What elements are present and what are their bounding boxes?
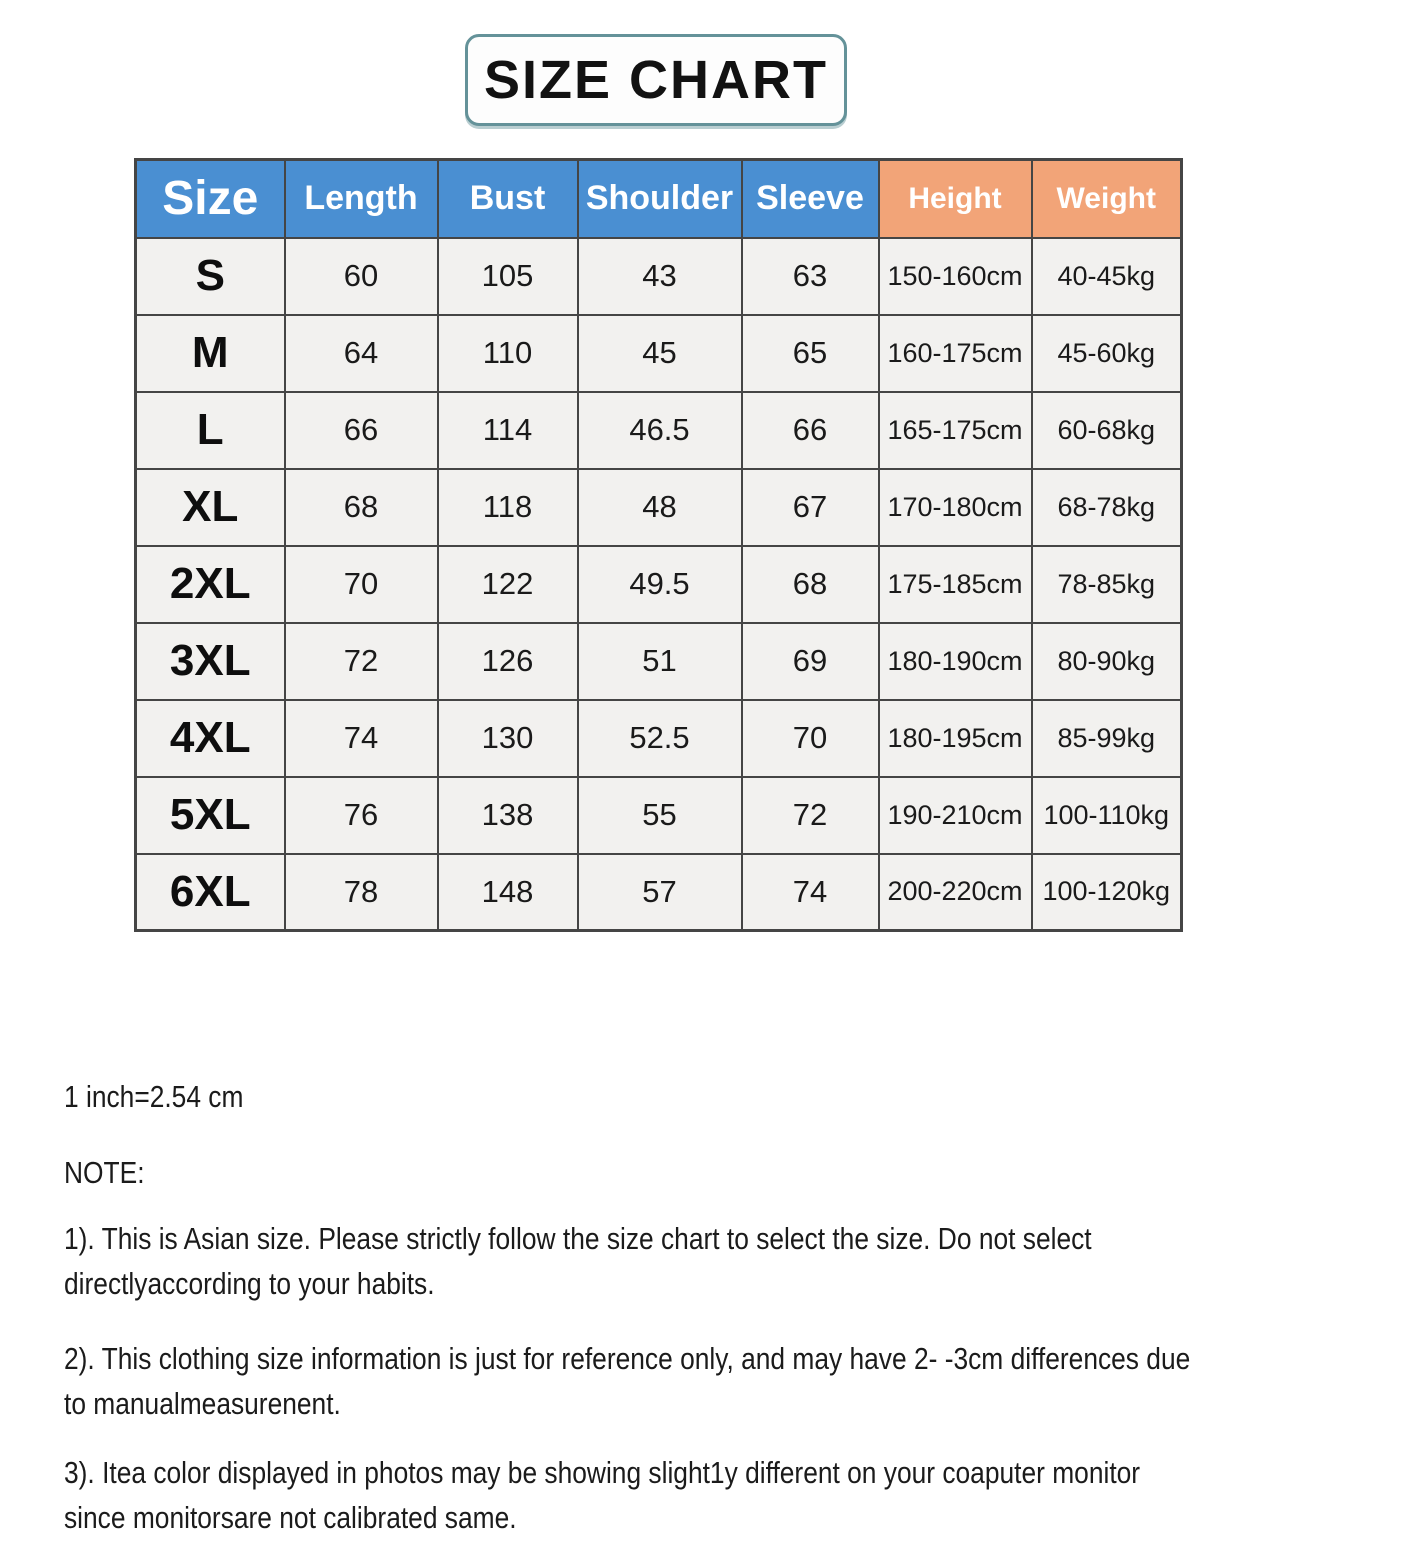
column-header-bust: Bust [438, 160, 578, 238]
table-row [136, 392, 1182, 469]
length-cell: 66 [285, 392, 438, 469]
bust-cell: 110 [438, 315, 578, 392]
shoulder-cell: 45 [578, 315, 742, 392]
height-cell: 170-180cm [879, 469, 1032, 546]
note-line: directlyaccording to your habits. [64, 1266, 435, 1301]
bust-cell: 148 [438, 854, 578, 931]
shoulder-cell: 48 [578, 469, 742, 546]
weight-cell: 45-60kg [1032, 315, 1182, 392]
height-cell: 165-175cm [879, 392, 1032, 469]
sleeve-cell: 74 [742, 854, 879, 931]
shoulder-cell: 46.5 [578, 392, 742, 469]
sleeve-cell: 70 [742, 700, 879, 777]
length-cell: 68 [285, 469, 438, 546]
height-cell: 160-175cm [879, 315, 1032, 392]
weight-cell: 80-90kg [1032, 623, 1182, 700]
shoulder-cell: 43 [578, 238, 742, 315]
sleeve-cell: 69 [742, 623, 879, 700]
table-row [136, 315, 1182, 392]
note-line: 2). This clothing size information is just for reference only, and may have 2- -3cm differences due [64, 1341, 1191, 1376]
table-row [136, 623, 1182, 700]
note-paragraph-1 [64, 1216, 1092, 1306]
height-cell: 200-220cm [879, 854, 1032, 931]
note-line: since monitorsare not calibrated same. [64, 1500, 517, 1535]
length-cell: 70 [285, 546, 438, 623]
note-paragraph-2 [64, 1336, 1190, 1426]
table-row [136, 546, 1182, 623]
shoulder-cell: 52.5 [578, 700, 742, 777]
shoulder-cell: 49.5 [578, 546, 742, 623]
sleeve-cell: 67 [742, 469, 879, 546]
column-header-shoulder: Shoulder [578, 160, 742, 238]
size-cell: S [136, 238, 285, 315]
weight-cell: 40-45kg [1032, 238, 1182, 315]
length-cell: 60 [285, 238, 438, 315]
length-cell: 78 [285, 854, 438, 931]
weight-cell: 100-120kg [1032, 854, 1182, 931]
size-table [134, 158, 1183, 932]
table-row [136, 777, 1182, 854]
note-line: 1). This is Asian size. Please strictly follow the size chart to select the size. Do not select [64, 1221, 1092, 1256]
note-label: NOTE: [64, 1155, 145, 1190]
weight-cell: 68-78kg [1032, 469, 1182, 546]
height-cell: 150-160cm [879, 238, 1032, 315]
sleeve-cell: 63 [742, 238, 879, 315]
table-row [136, 469, 1182, 546]
size-table-header-row [136, 160, 1182, 238]
bust-cell: 105 [438, 238, 578, 315]
column-header-height: Height [879, 160, 1032, 238]
length-cell: 64 [285, 315, 438, 392]
shoulder-cell: 57 [578, 854, 742, 931]
height-cell: 180-190cm [879, 623, 1032, 700]
size-cell: 6XL [136, 854, 285, 931]
inch-conversion-note: 1 inch=2.54 cm [64, 1079, 244, 1114]
size-cell: 5XL [136, 777, 285, 854]
table-row [136, 700, 1182, 777]
weight-cell: 85-99kg [1032, 700, 1182, 777]
sleeve-cell: 65 [742, 315, 879, 392]
height-cell: 180-195cm [879, 700, 1032, 777]
size-cell: 4XL [136, 700, 285, 777]
weight-cell: 100-110kg [1032, 777, 1182, 854]
bust-cell: 114 [438, 392, 578, 469]
size-chart-title-box [465, 34, 847, 126]
height-cell: 190-210cm [879, 777, 1032, 854]
sleeve-cell: 68 [742, 546, 879, 623]
column-header-size: Size [136, 160, 285, 238]
size-cell: 2XL [136, 546, 285, 623]
weight-cell: 60-68kg [1032, 392, 1182, 469]
sleeve-cell: 66 [742, 392, 879, 469]
length-cell: 72 [285, 623, 438, 700]
bust-cell: 126 [438, 623, 578, 700]
column-header-length: Length [285, 160, 438, 238]
bust-cell: 138 [438, 777, 578, 854]
length-cell: 74 [285, 700, 438, 777]
sleeve-cell: 72 [742, 777, 879, 854]
bust-cell: 122 [438, 546, 578, 623]
bust-cell: 118 [438, 469, 578, 546]
size-cell: 3XL [136, 623, 285, 700]
shoulder-cell: 51 [578, 623, 742, 700]
bust-cell: 130 [438, 700, 578, 777]
note-line: to manualmeasurenent. [64, 1386, 341, 1421]
table-row [136, 238, 1182, 315]
size-cell: XL [136, 469, 285, 546]
size-cell: L [136, 392, 285, 469]
page-title: SIZE CHART [484, 50, 828, 110]
column-header-weight: Weight [1032, 160, 1182, 238]
weight-cell: 78-85kg [1032, 546, 1182, 623]
length-cell: 76 [285, 777, 438, 854]
height-cell: 175-185cm [879, 546, 1032, 623]
note-paragraph-3 [64, 1450, 1140, 1540]
column-header-sleeve: Sleeve [742, 160, 879, 238]
table-row [136, 854, 1182, 931]
shoulder-cell: 55 [578, 777, 742, 854]
note-line: 3). Itea color displayed in photos may be showing slight1y different on your coaputer monitor [64, 1455, 1141, 1490]
size-cell: M [136, 315, 285, 392]
